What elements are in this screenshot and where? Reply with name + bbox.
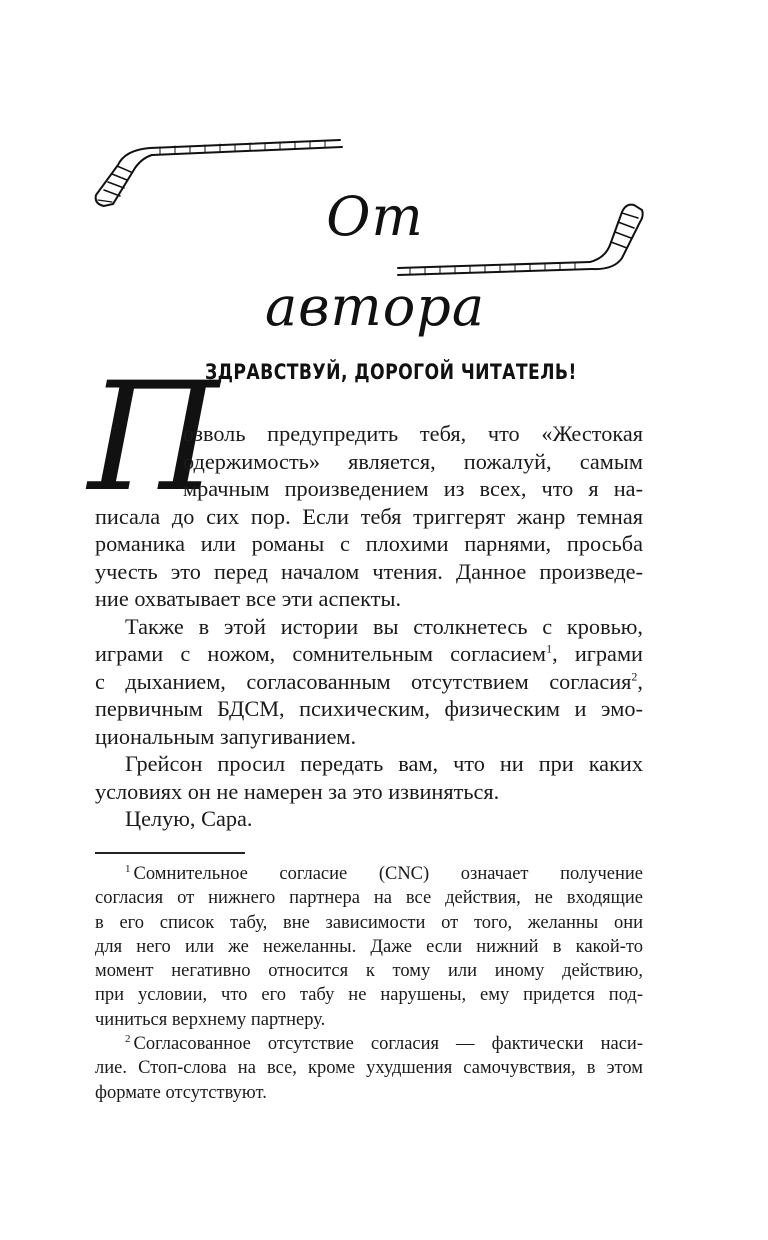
text-segment: , играми: [552, 641, 643, 666]
text-line: учесть это перед началом чтения. Данное произведе-: [95, 558, 643, 584]
footnote-line: в его список табу, вне зависимости от того, желанны они: [95, 912, 643, 933]
text-line: ние охватывает все эти аспекты.: [95, 586, 402, 611]
chapter-title: От автора: [264, 185, 486, 338]
greeting-heading: ЗДРАВСТВУЙ, ДОРОГОЙ ЧИТАТЕЛЬ!: [205, 360, 577, 384]
footnote-line: лие. Стоп-слова на все, кроме ухудшения самочувствия, в этом: [95, 1058, 643, 1079]
text-segment: играми с ножом, сомнительным согласием: [95, 641, 547, 666]
footnote-marker: 2: [125, 1032, 131, 1045]
footnote-text: Согласованное отсутствие согласия — фактически наси-: [133, 1034, 643, 1055]
footnote-line: момент негативно относится к тому или иному действию,: [95, 961, 643, 982]
text-line: [95, 668, 643, 696]
text-line: [95, 640, 643, 668]
text-line: первичным БДСМ, психическим, физическим и эмо-: [95, 696, 643, 721]
text-line: циональным запугиванием.: [95, 723, 357, 749]
text-line: Также в этой истории вы столкнетесь с кровью,: [125, 613, 643, 639]
footnote-line: чиниться верхнему партнеру.: [95, 1009, 326, 1030]
text-line: озволь предупредить тебя, что «Жестокая: [183, 421, 643, 446]
footnote-text: Сомнительное согласие (CNC) означает получение: [133, 864, 643, 884]
footnote-line: согласия от нижнего партнера на все действия, не входящие: [95, 888, 643, 909]
footnotes: [95, 862, 643, 1105]
text-line: одержимость» является, пожалуй, самым: [183, 448, 643, 474]
text-line: Грейсон просил передать вам, что ни при каких: [125, 751, 643, 776]
footnote-line: при условии, что его табу не нарушены, ему придется под-: [95, 985, 643, 1006]
text-segment: с дыханием, согласованным отсутствием согласия: [95, 668, 632, 694]
drop-cap: П: [88, 351, 219, 525]
text-segment: ,: [637, 668, 643, 694]
footnote-line: [95, 862, 643, 886]
text-line: писала до сих пор. Если тебя триггерят жанр темная: [95, 503, 643, 529]
footnote-ref: 1: [546, 641, 553, 656]
text-line: мрачным произведением из всех, что я на-: [183, 476, 643, 501]
text-line: романика или романы с плохими парнями, просьба: [95, 531, 643, 556]
footnote-line: для него или же нежеланны. Даже если нижний в какой-то: [95, 936, 643, 957]
footnote-line: формате отсутствуют.: [95, 1082, 267, 1103]
text-line: условиях он не намерен за это извиняться.: [95, 778, 500, 804]
footnote-line: [95, 1032, 643, 1056]
footnote-ref: 2: [631, 669, 638, 684]
footnote-divider: [95, 852, 245, 854]
body-text: [95, 420, 643, 833]
footnote-marker: 1: [125, 862, 131, 875]
signature-line: Целую, Сара.: [125, 806, 253, 831]
